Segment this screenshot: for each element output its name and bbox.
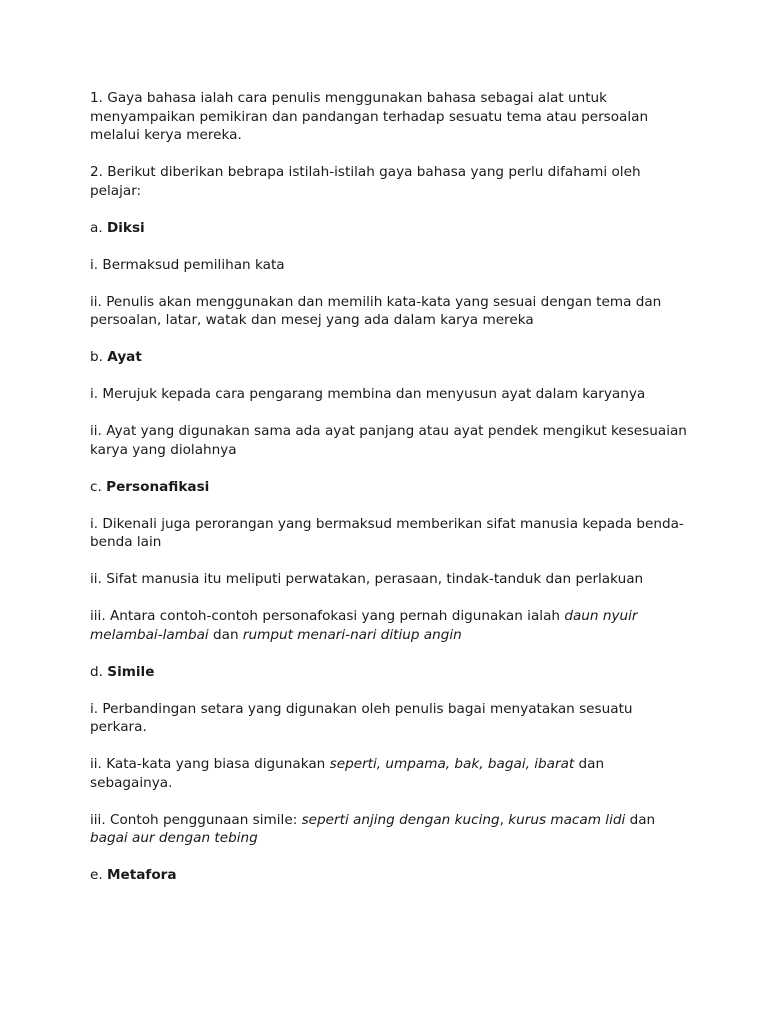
document-body xyxy=(90,89,690,903)
section-d-heading xyxy=(90,663,690,682)
section-title: Diksi xyxy=(106,219,145,236)
section-a-point-i: i. Bermaksud pemilihan kata xyxy=(90,256,285,273)
example-text: seperti anjing dengan kucing xyxy=(301,811,500,828)
example-text: kurus macam lidi xyxy=(508,811,626,828)
section-prefix: b. xyxy=(90,349,108,365)
section-prefix: e. xyxy=(90,867,108,883)
section-c-point-iii: iii. Antara contoh-contoh personafokasi yang pernah digunakan ialah daun nyuir melambai-lambai dan rumput menari-nari ditiup angin xyxy=(90,608,638,643)
section-b-point-i: i. Merujuk kepada cara pengarang membina dan menyusun ayat dalam karyanya xyxy=(90,386,646,402)
section-title: Ayat xyxy=(107,349,142,365)
section-title: Metafora xyxy=(107,867,177,883)
section-b-heading xyxy=(90,348,690,367)
section-title: Simile xyxy=(107,663,155,680)
section-prefix: a. xyxy=(90,219,107,236)
section-b-point-ii: ii. Ayat yang digunakan sama ada ayat panjang atau ayat pendek mengikut kesesuaian karya yang diolahnya xyxy=(90,423,687,458)
section-a-point-ii: ii. Penulis akan menggunakan dan memilih kata-kata yang sesuai dengan tema dan persoalan, latar, watak dan mesej yang ada dalam karya mereka xyxy=(90,293,662,328)
section-a-heading xyxy=(90,219,690,238)
section-e-heading xyxy=(90,866,690,885)
section-d-point-ii: ii. Kata-kata yang biasa digunakan seperti, umpama, bak, bagai, ibarat dan sebagainya. xyxy=(90,756,605,791)
example-text: rumput menari-nari ditiup angin xyxy=(242,626,462,643)
example-text: daun nyuir melambai-lambai xyxy=(90,608,638,643)
example-text: bagai aur dengan tebing xyxy=(90,830,258,846)
section-title: Personafikasi xyxy=(106,478,210,495)
section-d-point-iii: iii. Contoh penggunaan simile: seperti anjing dengan kucing, kurus macam lidi dan bagai aur dengan tebing xyxy=(90,811,656,846)
section-c-point-i: i. Dikenali juga perorangan yang bermaksud memberikan sifat manusia kepada benda-benda lain xyxy=(90,515,684,550)
section-prefix: d. xyxy=(90,663,108,680)
example-text: seperti, umpama, bak, bagai, ibarat xyxy=(329,756,575,772)
section-d-point-i: i. Perbandingan setara yang digunakan oleh penulis bagai menyatakan sesuatu perkara. xyxy=(90,700,633,735)
section-c-point-ii: ii. Sifat manusia itu meliputi perwatakan, perasaan, tindak-tanduk dan perlakuan xyxy=(90,571,644,587)
paragraph-1: 1. Gaya bahasa ialah cara penulis menggunakan bahasa sebagai alat untuk menyampaikan pemikiran dan pandangan terhadap sesuatu tema atau persoalan melalui kerya mereka. xyxy=(90,90,649,143)
section-prefix: c. xyxy=(90,478,107,495)
paragraph-2: 2. Berikut diberikan bebrapa istilah-istilah gaya bahasa yang perlu difahami oleh pelajar: xyxy=(90,164,641,199)
section-c-heading xyxy=(90,478,690,497)
